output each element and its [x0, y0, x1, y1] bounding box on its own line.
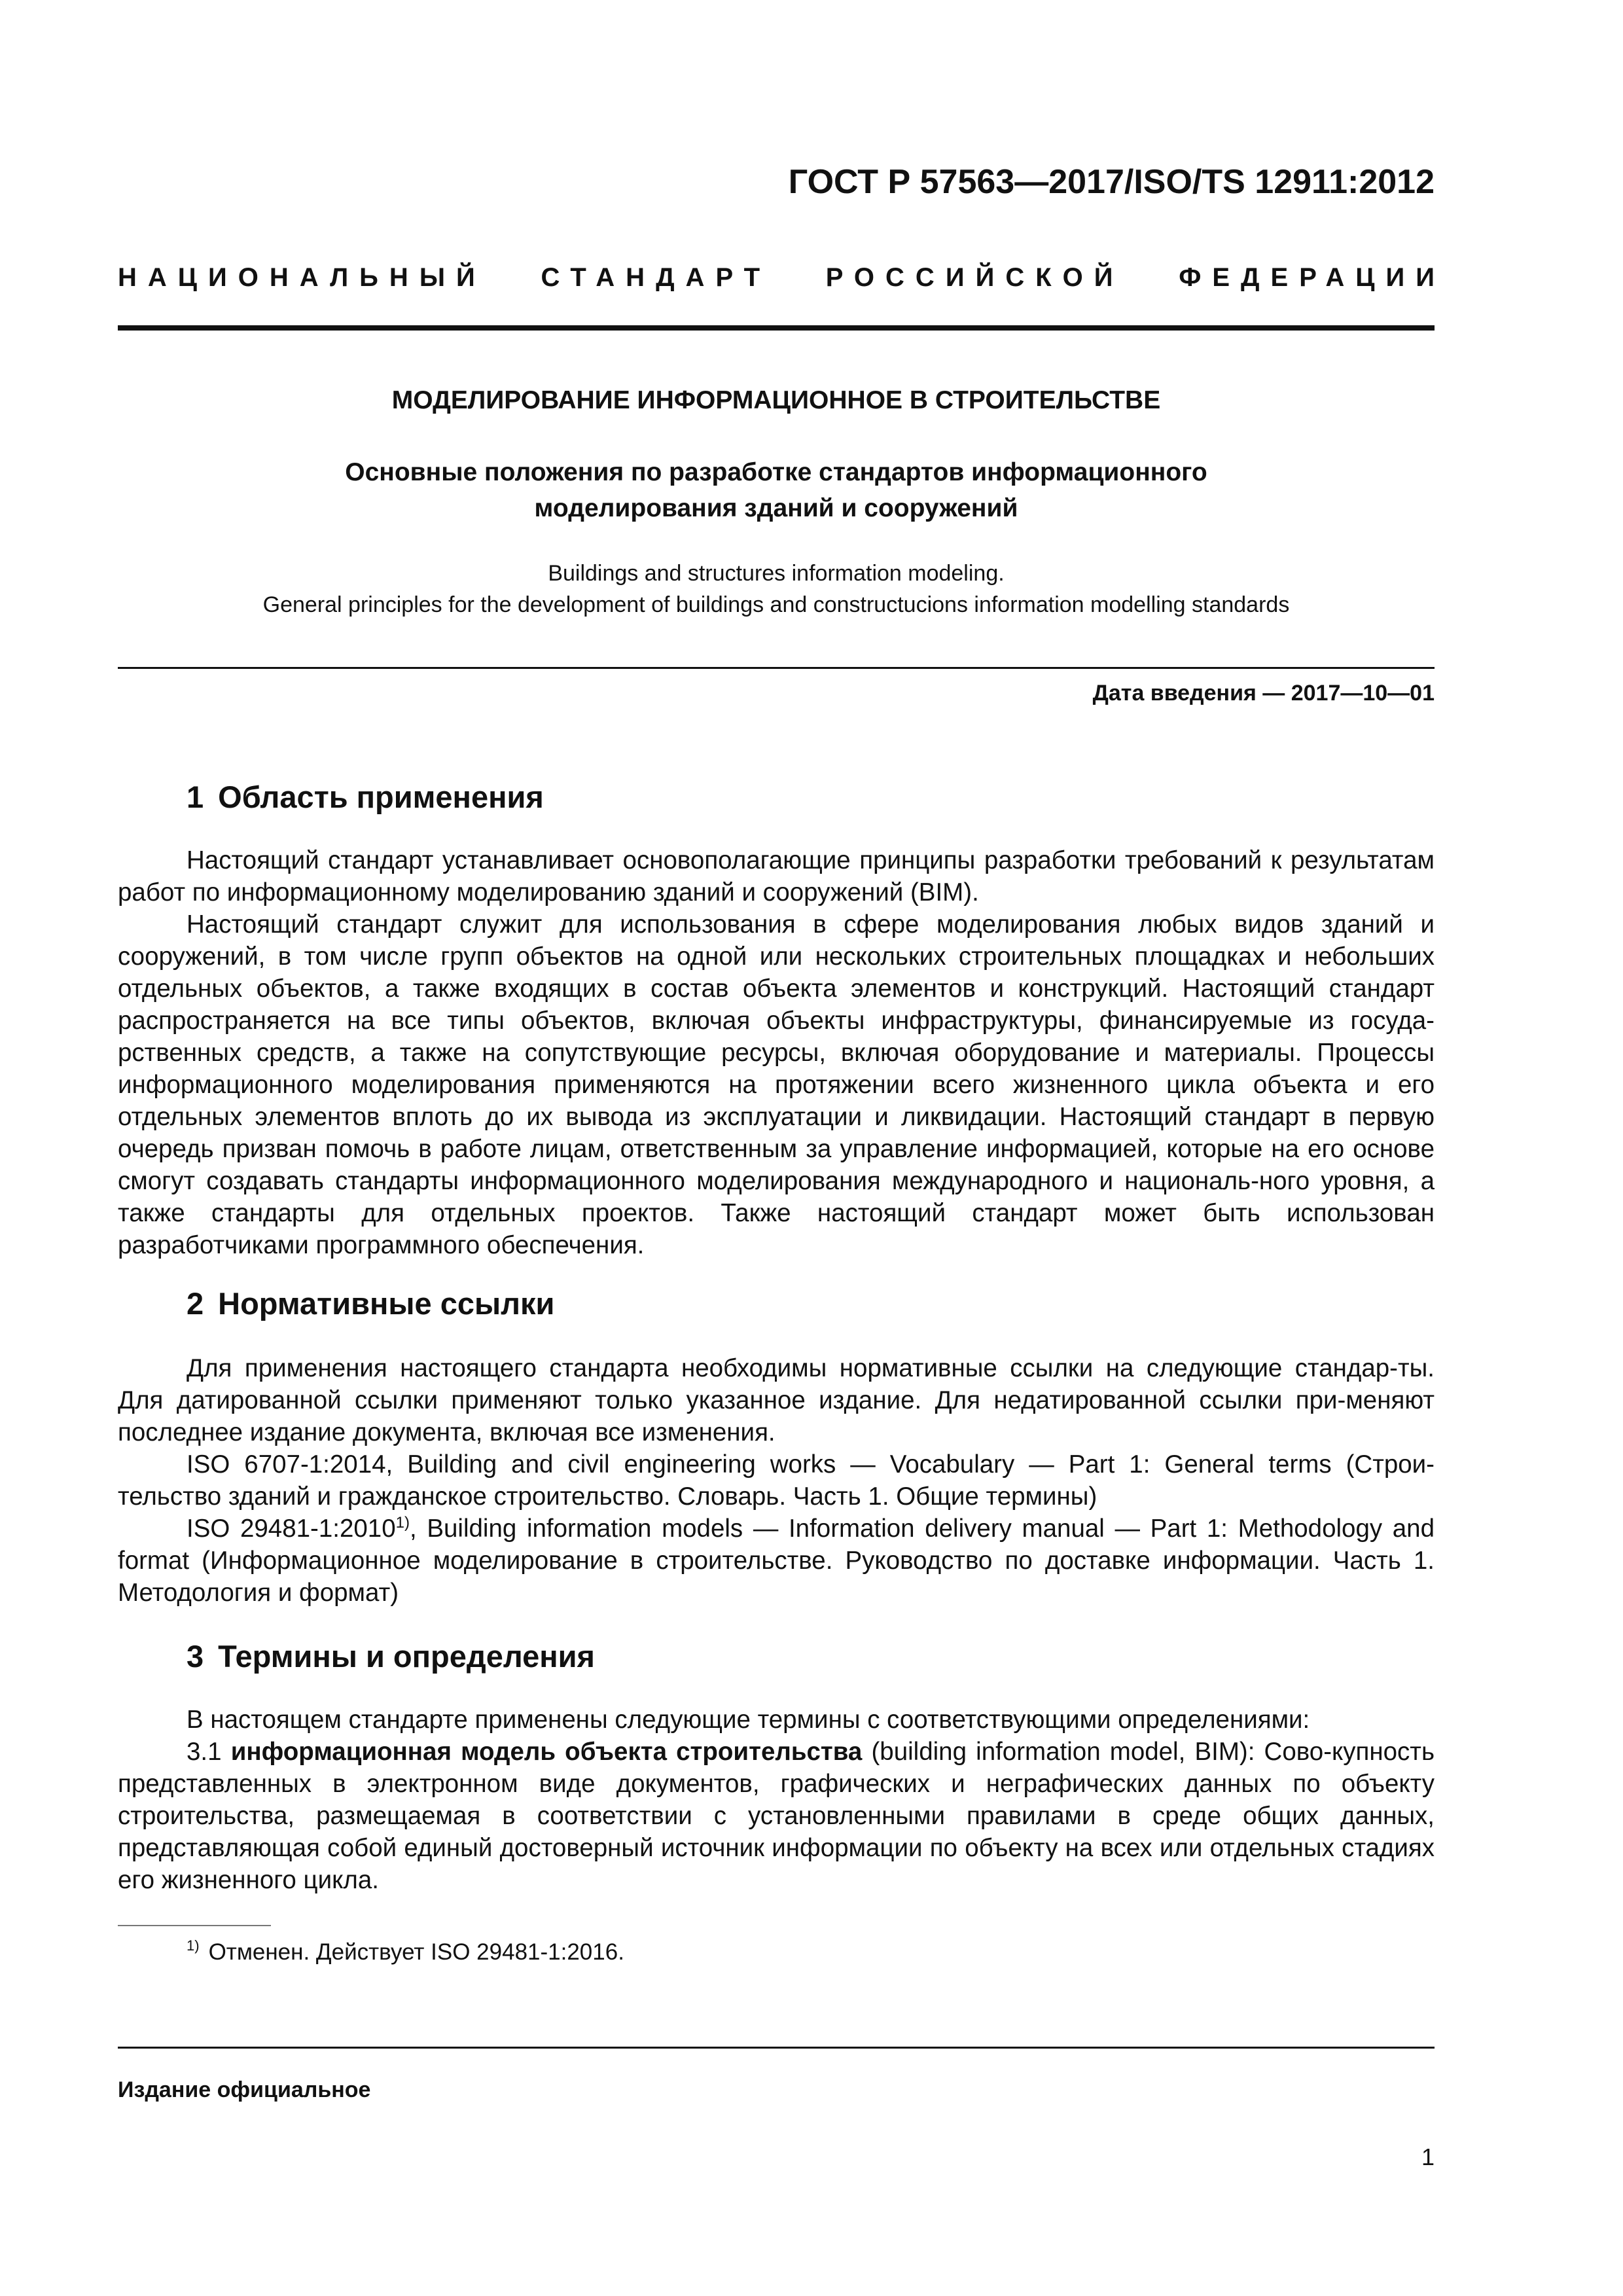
section-title: Область применения [218, 780, 544, 814]
reference-iso-6707: ISO 6707-1:2014, Building and civil engineering works — Vocabulary — Part 1: General terms (Строи-тельство зданий и гражданское строительство. Словарь. Часть 1. Общие термины) [118, 1450, 1435, 1511]
document-subtitle-line-1: Основные положения по разработке стандартов информационного [345, 458, 1207, 486]
footer-rule [118, 2047, 1435, 2049]
paragraph: В настоящем стандарте применены следующие термины с соответствующими определениями: [187, 1706, 1310, 1734]
banner-word: СТАНДАРТ [541, 263, 772, 292]
term-definition-text: (building information model, BIM): Сово-купность представленных в электронном виде документов, графических и неграфических данных по объекту строительства, размещаемая в соответствии с установленными правилами в среде общих данных, представляющая собой единый достоверный источник информации по объекту на всех или отдельных стадиях его жизненного цикла. [118, 1738, 1435, 1894]
footnote-mark: 1) [187, 1937, 200, 1954]
document-title: МОДЕЛИРОВАНИЕ ИНФОРМАЦИОННОЕ В СТРОИТЕЛЬСТВЕ [391, 386, 1161, 414]
standard-number: ГОСТ Р 57563—2017/ISO/TS 12911:2012 [788, 163, 1435, 201]
official-edition-label: Издание официальное [118, 2077, 371, 2102]
section-1-body [118, 844, 1435, 1261]
section-2-heading [187, 1285, 554, 1321]
section-number: 2 [187, 1286, 204, 1321]
title-bottom-rule [118, 667, 1435, 669]
reference-text: , Building information models — Information delivery manual — Part 1: Methodology and format (Информационное моделирование в строительстве. Руководство по доставке информации. Часть 1. Методология и формат) [118, 1515, 1435, 1607]
header-thick-rule [118, 325, 1435, 331]
reference-iso-29481 [118, 1513, 1435, 1609]
banner-word: НАЦИОНАЛЬНЫЙ [118, 263, 486, 292]
footnote-mark: 1) [395, 1514, 410, 1532]
section-1-heading [187, 779, 544, 815]
paragraph: Для применения настоящего стандарта необходимы нормативные ссылки на следующие стандар-ты. Для датированной ссылки применяют только указанное издание. Для недатированной ссылки при-меняют последнее издание документа, включая все изменения. [118, 1354, 1435, 1446]
section-number: 1 [187, 780, 204, 814]
footnote-separator [118, 1925, 271, 1926]
document-subtitle-line-2: моделирования зданий и сооружений [534, 494, 1018, 522]
banner-word: РОССИЙСКОЙ [825, 263, 1124, 292]
banner-word: ФЕДЕРАЦИИ [1179, 263, 1446, 292]
footnote-text: Отменен. Действует ISO 29481-1:2016. [208, 1939, 624, 1965]
english-title-line-2: General principles for the development of buildings and constructucions information modelling standards [262, 592, 1290, 617]
page-number: 1 [1421, 2144, 1435, 2170]
paragraph: Настоящий стандарт служит для использования в сфере моделирования любых видов зданий и сооружений, в том числе групп объектов на одной или нескольких строительных площадках и небольших отдельных объектов, а также входящих в состав объекта элементов и конструкций. Настоящий стандарт распространяется на все типы объектов, включая объекты инфраструктуры, финансируемые из госуда-рственных средств, а также на сопутствующие ресурсы, включая оборудование и материалы. Процессы информационного моделирования применяются на протяжении всего жизненного цикла объекта и его отдельных элементов вплоть до их вывода из эксплуатации и ликвидации. Настоящий стандарт в первую очередь призван помочь в работе лицам, ответственным за управление информацией, которые на его основе смогут создавать стандарты информационного моделирования международного и националь-ного уровня, а также стандарты для отдельных проектов. Также настоящий стандарт может быть использован разработчиками программного обеспечения. [118, 910, 1435, 1259]
paragraph: Настоящий стандарт устанавливает основополагающие принципы разработки требований к результатам работ по информационному моделированию зданий и сооружений (BIM). [118, 846, 1435, 906]
section-number: 3 [187, 1639, 204, 1674]
term-name: информационная модель объекта строительства [230, 1738, 863, 1766]
reference-code: ISO 29481-1:2010 [187, 1515, 396, 1543]
section-3-body [118, 1704, 1435, 1896]
section-title: Термины и определения [218, 1639, 595, 1674]
section-title: Нормативные ссылки [218, 1286, 555, 1321]
term-definition [118, 1736, 1435, 1896]
term-number: 3.1 [187, 1738, 222, 1766]
footnote [187, 1939, 624, 1965]
introduction-date: Дата введения — 2017—10—01 [1092, 681, 1435, 706]
english-title-line-1: Buildings and structures information modeling. [548, 561, 1005, 586]
section-3-heading [187, 1638, 595, 1674]
section-2-body [118, 1352, 1435, 1609]
national-standard-banner [118, 263, 1446, 293]
